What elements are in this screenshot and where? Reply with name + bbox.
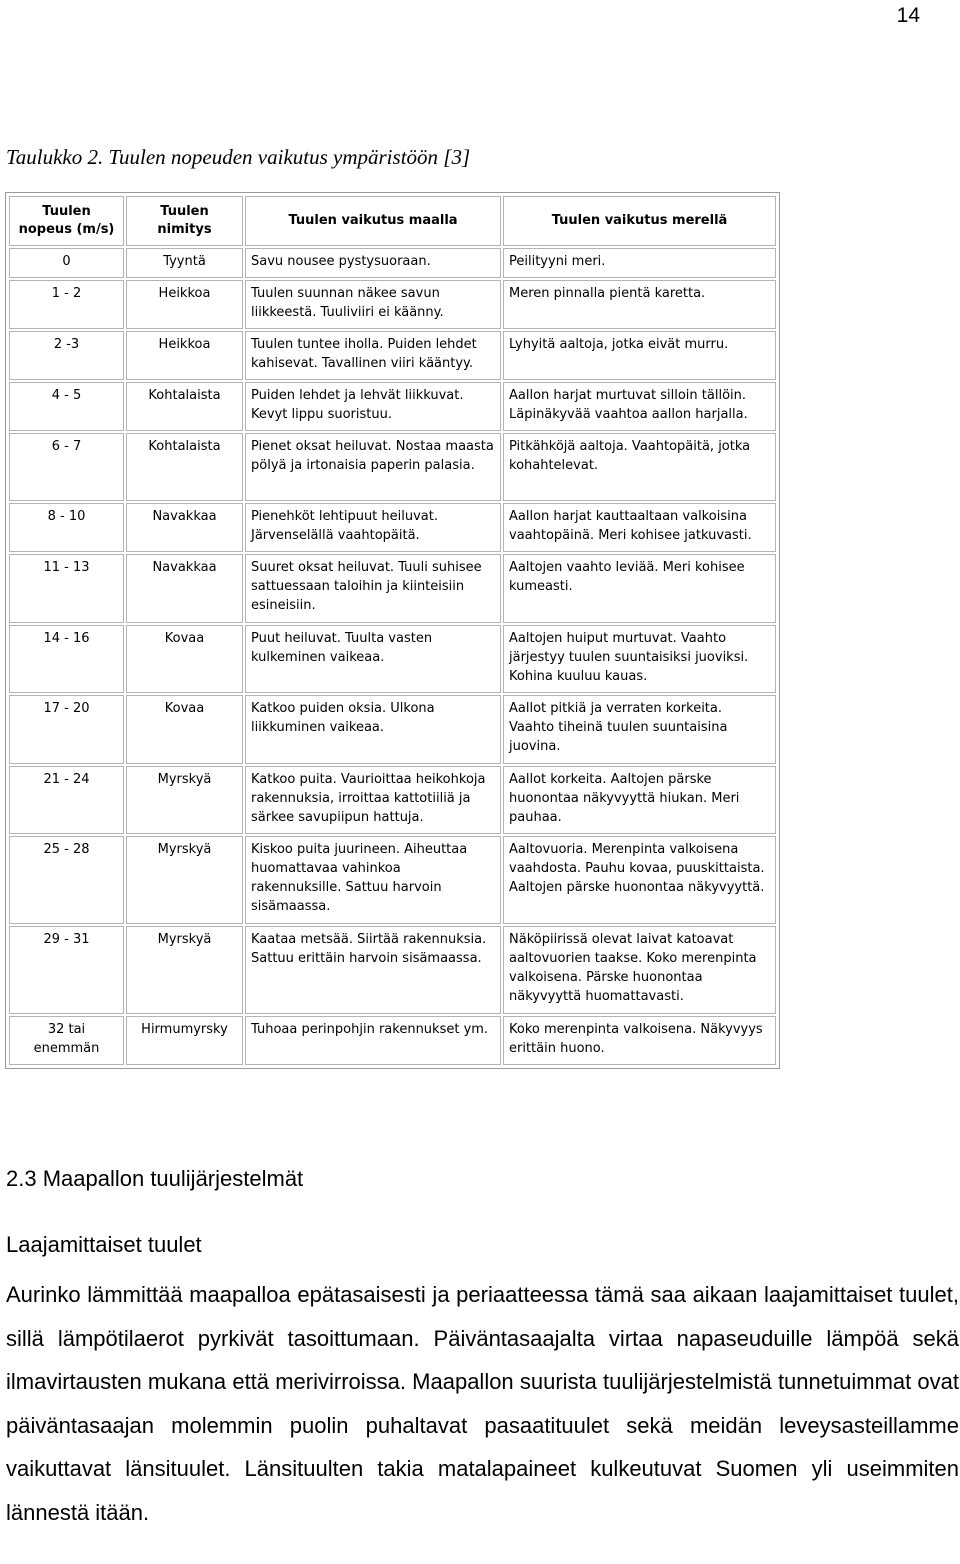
table-row [9,766,776,834]
wind-speed-cell: 1 - 2 [9,280,124,329]
wind-name-cell: Myrskyä [126,766,243,834]
land-effect-cell: Pienehköt lehtipuut heiluvat. Järvenselällä vaahtopäitä. [245,503,501,552]
table-body [9,248,776,1065]
wind-name-cell: Kovaa [126,625,243,693]
land-effect-cell: Suuret oksat heiluvat. Tuuli suhisee sattuessaan taloihin ja kiinteisiin esineisiin. [245,554,501,622]
wind-speed-cell: 25 - 28 [9,836,124,924]
sea-effect-cell: Koko merenpinta valkoisena. Näkyvyys erittäin huono. [503,1016,776,1065]
table-row [9,554,776,622]
wind-name-cell: Hirmumyrsky [126,1016,243,1065]
sea-effect-cell: Aaltovuoria. Merenpinta valkoisena vaahdosta. Pauhu kovaa, puuskittaista. Aaltojen pärske huonontaa näkyvyyttä. [503,836,776,924]
table-row [9,926,776,1014]
sea-effect-cell: Aallot korkeita. Aaltojen pärske huonontaa näkyvyyttä hiukan. Meri pauhaa. [503,766,776,834]
wind-speed-cell: 8 - 10 [9,503,124,552]
section-title: 2.3 Maapallon tuulijärjestelmät [6,1166,304,1191]
sea-effect-cell: Meren pinnalla pientä karetta. [503,280,776,329]
sea-effect-cell: Aaltojen vaahto leviää. Meri kohisee kumeasti. [503,554,776,622]
sea-effect-cell: Aaltojen huiput murtuvat. Vaahto järjestyy tuulen suuntaisiksi juoviksi. Kohina kuuluu kauas. [503,625,776,693]
sea-effect-cell: Peilityyni meri. [503,248,776,278]
land-effect-cell: Savu nousee pystysuoraan. [245,248,501,278]
table-caption: Taulukko 2. Tuulen nopeuden vaikutus ympäristöön [3] [6,145,471,169]
table-row [9,503,776,552]
sea-effect-cell: Pitkähköjä aaltoja. Vaahtopäitä, jotka kohahtelevat. [503,433,776,501]
land-effect-cell: Tuulen tuntee iholla. Puiden lehdet kahisevat. Tavallinen viiri kääntyy. [245,331,501,380]
table-row [9,695,776,763]
sea-effect-cell: Lyhyitä aaltoja, jotka eivät murru. [503,331,776,380]
table-row [9,1016,776,1065]
land-effect-cell: Puut heiluvat. Tuulta vasten kulkeminen vaikeaa. [245,625,501,693]
table-row [9,625,776,693]
body-paragraph: Aurinko lämmittää maapalloa epätasaisesti ja periaatteessa tämä saa aikaan laajamittaiset tuulet, sillä lämpötilaerot pyrkivät tasoittumaan. Päiväntasaajalta virtaa napaseuduille lämpöä sekä ilmavirtausten mukana että merivirroissa. Maapallon suurista tuulijärjestelmistä tunnetuimmat ovat päiväntasaajan molemmin puolin puhaltavat pasaatituulet sekä meidän leveysasteillamme vaikuttavat länsituulet. Länsituulten takia matalapaineet kulkeutuvat Suomen yli useimmiten lännestä itään. [6,1282,959,1525]
wind-speed-cell: 14 - 16 [9,625,124,693]
header-wind-speed: Tuulen nopeus (m/s) [9,196,124,246]
land-effect-cell: Katkoo puita. Vaurioittaa heikohkoja rakennuksia, irroittaa kattotiiliä ja särkee savupiipun hattuja. [245,766,501,834]
table-row [9,382,776,431]
sea-effect-cell: Aallot pitkiä ja verraten korkeita. Vaahto tiheinä tuulen suuntaisina juovina. [503,695,776,763]
page-number: 14 [896,4,920,27]
table-row [9,331,776,380]
wind-speed-cell: 2 -3 [9,331,124,380]
wind-name-cell: Heikkoa [126,280,243,329]
table-row [9,248,776,278]
table-row [9,280,776,329]
sea-effect-cell: Näköpiirissä olevat laivat katoavat aaltovuorien taakse. Koko merenpinta valkoisena. Pärske huonontaa näkyvyyttä huomattavasti. [503,926,776,1014]
wind-speed-cell: 17 - 20 [9,695,124,763]
subheading: Laajamittaiset tuulet [6,1232,202,1257]
wind-speed-cell: 32 tai enemmän [9,1016,124,1065]
land-effect-cell: Puiden lehdet ja lehvät liikkuvat. Kevyt lippu suoristuu. [245,382,501,431]
wind-speed-cell: 0 [9,248,124,278]
header-effect-land: Tuulen vaikutus maalla [245,196,501,246]
wind-name-cell: Navakkaa [126,503,243,552]
wind-name-cell: Kohtalaista [126,433,243,501]
wind-name-cell: Tyyntä [126,248,243,278]
table-header-row [9,196,776,246]
wind-speed-cell: 11 - 13 [9,554,124,622]
land-effect-cell: Katkoo puiden oksia. Ulkona liikkuminen vaikeaa. [245,695,501,763]
header-wind-name: Tuulen nimitys [126,196,243,246]
wind-name-cell: Navakkaa [126,554,243,622]
wind-name-cell: Heikkoa [126,331,243,380]
table-row [9,836,776,924]
wind-name-cell: Myrskyä [126,836,243,924]
header-effect-sea: Tuulen vaikutus merellä [503,196,776,246]
land-effect-cell: Kiskoo puita juurineen. Aiheuttaa huomattavaa vahinkoa rakennuksille. Sattuu harvoin sisämaassa. [245,836,501,924]
sea-effect-cell: Aallon harjat murtuvat silloin tällöin. Läpinäkyvää vaahtoa aallon harjalla. [503,382,776,431]
land-effect-cell: Pienet oksat heiluvat. Nostaa maasta pölyä ja irtonaisia paperin palasia. [245,433,501,501]
wind-effects-table-container [5,192,780,1069]
wind-name-cell: Myrskyä [126,926,243,1014]
sea-effect-cell: Aallon harjat kauttaaltaan valkoisina vaahtopäinä. Meri kohisee jatkuvasti. [503,503,776,552]
wind-speed-cell: 6 - 7 [9,433,124,501]
wind-speed-cell: 29 - 31 [9,926,124,1014]
wind-name-cell: Kohtalaista [126,382,243,431]
wind-effects-table [7,194,778,1067]
land-effect-cell: Tuhoaa perinpohjin rakennukset ym. [245,1016,501,1065]
land-effect-cell: Kaataa metsää. Siirtää rakennuksia. Sattuu erittäin harvoin sisämaassa. [245,926,501,1014]
wind-name-cell: Kovaa [126,695,243,763]
land-effect-cell: Tuulen suunnan näkee savun liikkeestä. Tuuliviiri ei käänny. [245,280,501,329]
wind-speed-cell: 21 - 24 [9,766,124,834]
wind-speed-cell: 4 - 5 [9,382,124,431]
table-row [9,433,776,501]
